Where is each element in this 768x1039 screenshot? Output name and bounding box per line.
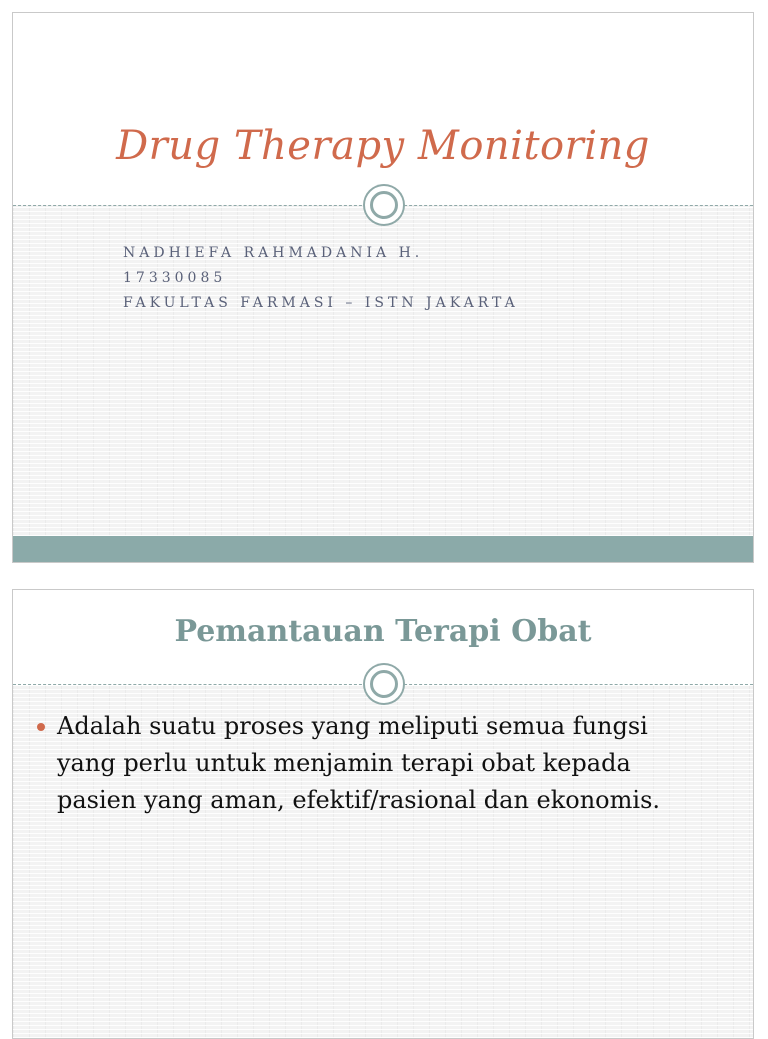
bullet-text: Adalah suatu proses yang meliputi semua fungsi yang perlu untuk menjamin terapi obat kepada pasien yang aman, efektif/rasional dan ekonomis. <box>57 712 661 814</box>
bullet-list <box>33 708 713 819</box>
list-item <box>33 708 713 819</box>
author-name: NADHIEFA RAHMADANIA H. <box>123 245 424 261</box>
divider-ring-icon <box>365 186 403 224</box>
bullet-dot-icon <box>37 723 45 731</box>
divider-ring-icon <box>365 665 403 703</box>
slide-1-title: Drug Therapy Monitoring <box>116 123 650 169</box>
faculty-name: FAKULTAS FARMASI – ISTN JAKARTA <box>123 295 519 311</box>
student-id: 17330085 <box>123 270 227 286</box>
slide-2-title: Pemantauan Terapi Obat <box>174 614 592 649</box>
slide-1-subtitle <box>123 241 519 316</box>
slide-1 <box>12 12 754 563</box>
slide-2 <box>12 589 754 1039</box>
slide-1-footer-bar <box>13 536 753 562</box>
